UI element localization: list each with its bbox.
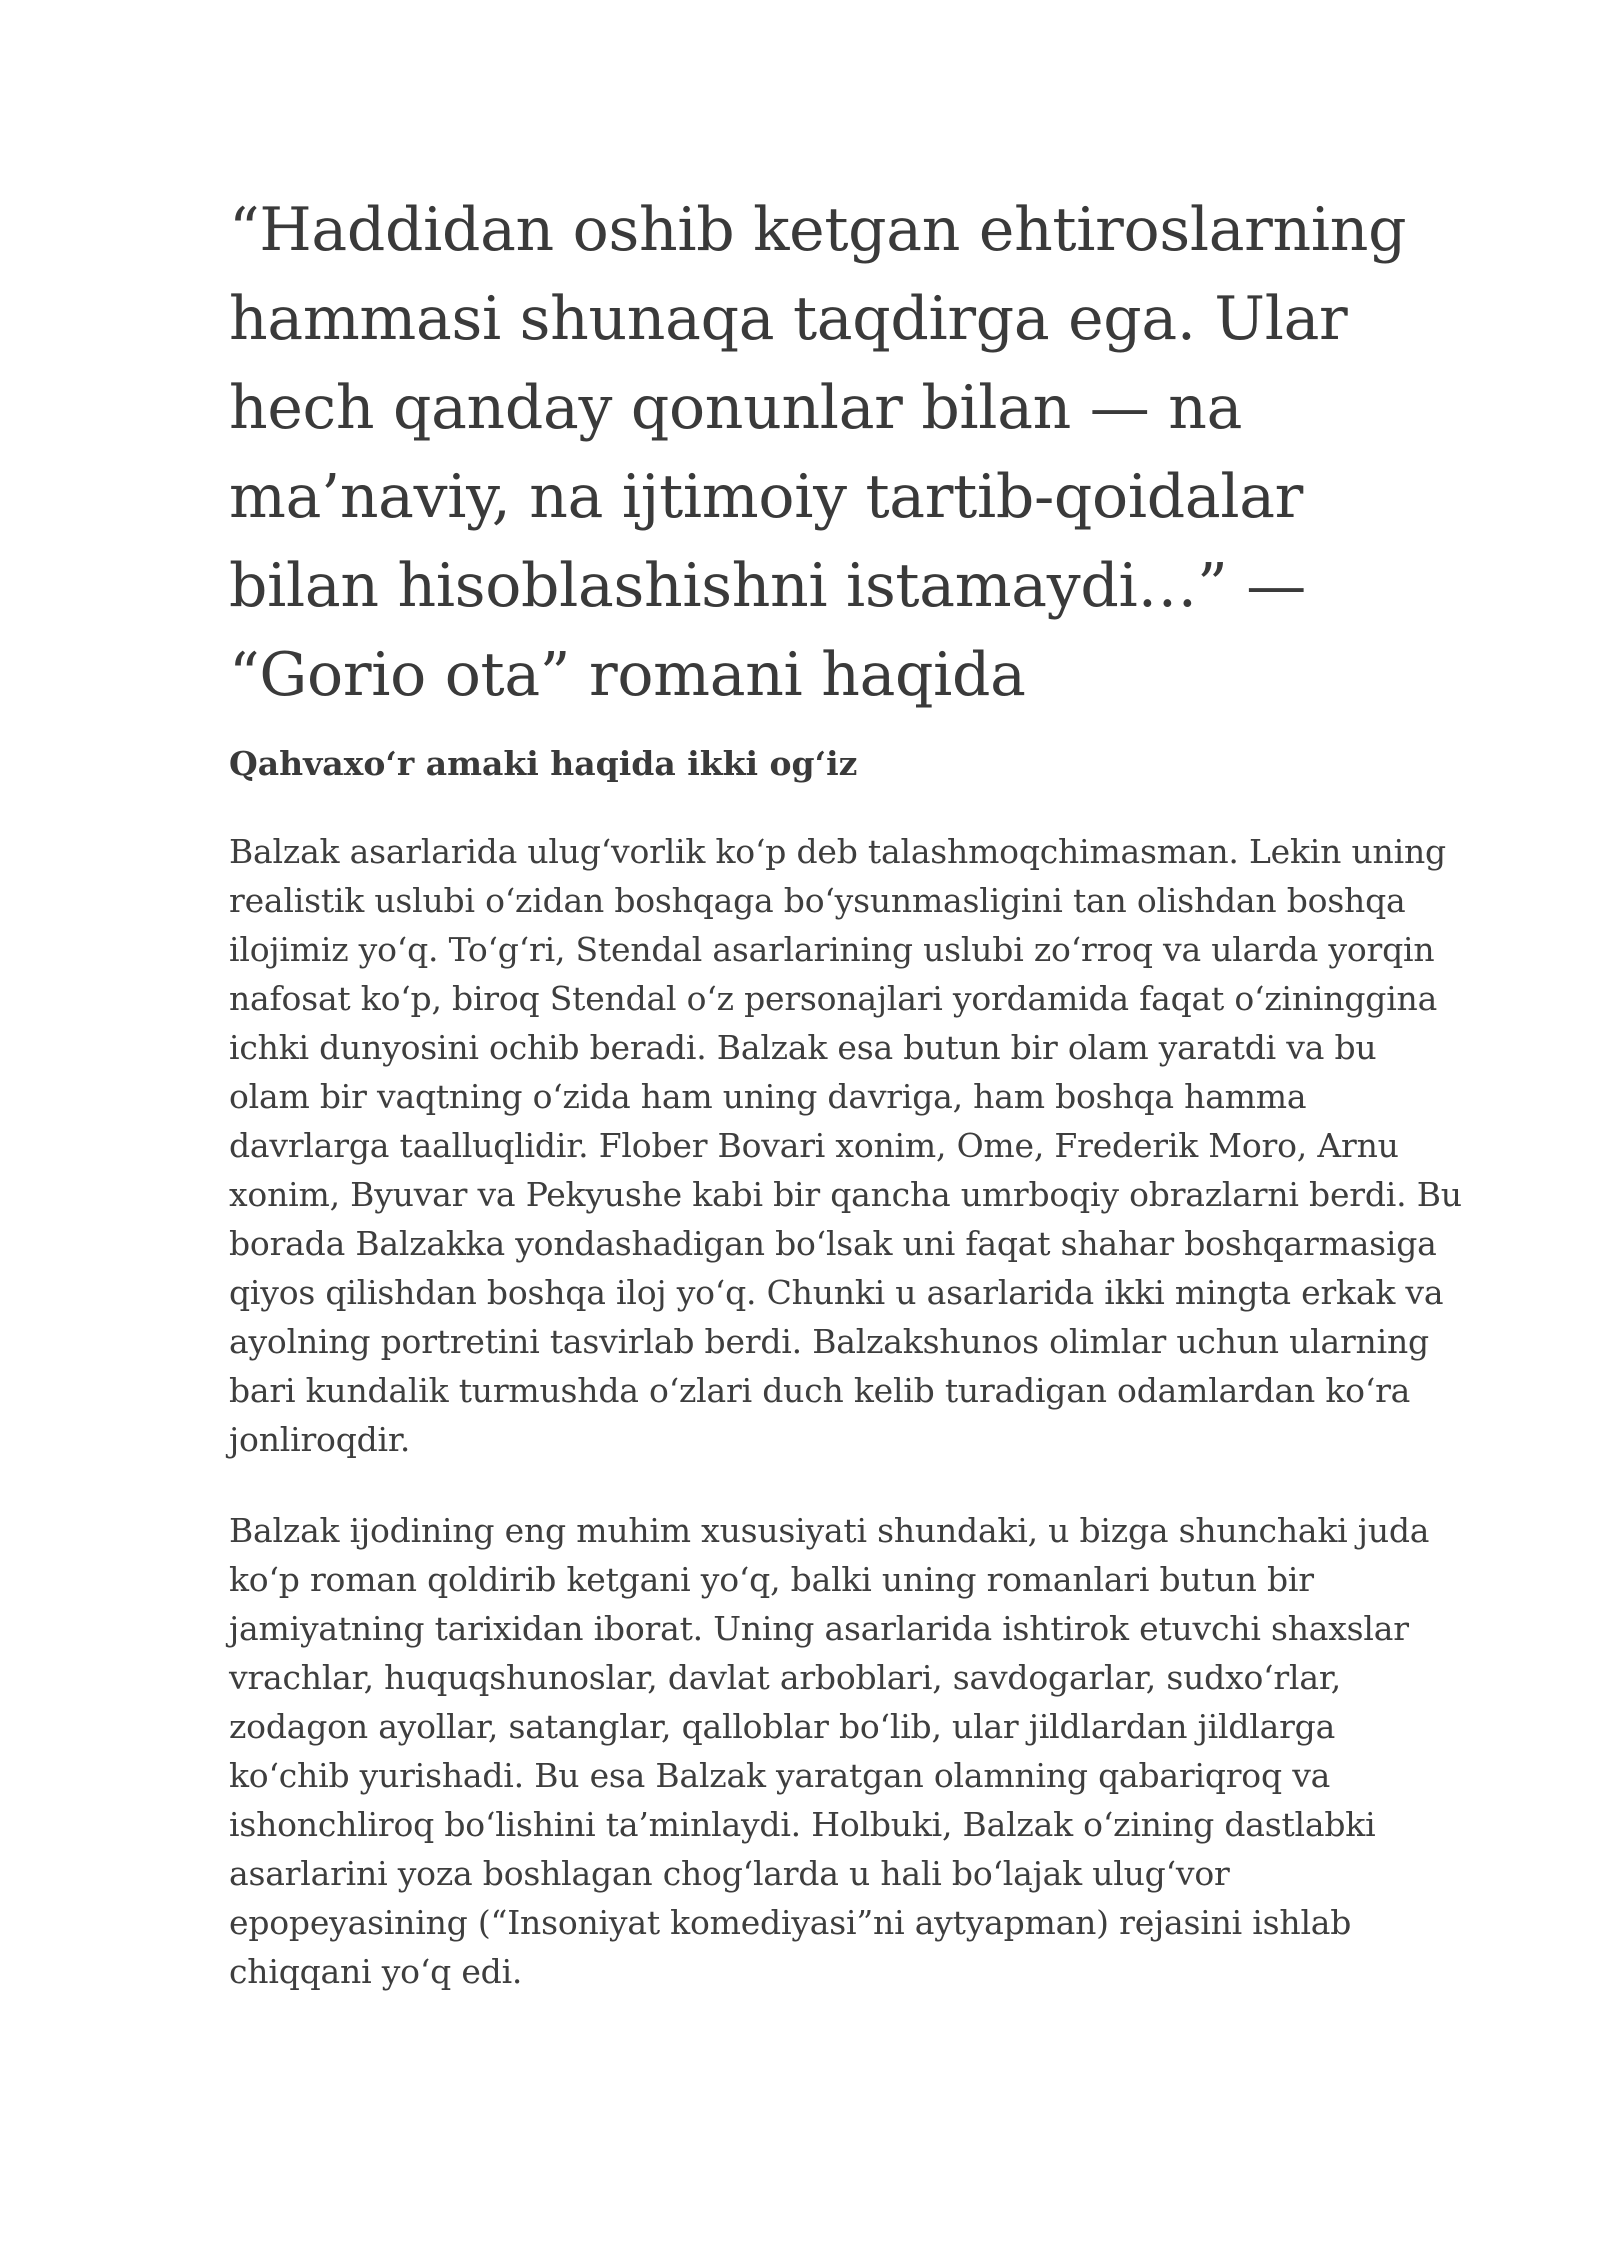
paragraph-2: Balzak ijodining eng muhim xususiyati shundaki, u bizga shunchaki juda ko‘p roman qoldirib ketgani yo‘q, balki uning romanlari butun bir jamiyatning tarixidan iborat. Uning asarlarida ishtirok etuvchi shaxslar vrachlar, huquqshunoslar, davlat arboblari, savdogarlar, sudxo‘rlar, zodagon ayollar, satanglar, qalloblar bo‘lib, ular jildlardan jildlarga ko‘chib yurishadi. Bu esa Balzak yaratgan olamning qabariqroq va ishonchliroq bo‘lishini ta’minlaydi. Holbuki, Balzak o‘zining dastlabki asarlarini yoza boshlagan chog‘larda u hali bo‘lajak ulug‘vor epopeyasining (“Insoniyat komediyasi”ni aytyapman) rejasini ishlab chiqqani yo‘q edi. xyxy=(229,1511,1430,1991)
paragraph-1: Balzak asarlarida ulug‘vorlik ko‘p deb talashmoqchimasman. Lekin uning realistik uslubi o‘zidan boshqaga bo‘ysunmasligini tan olishdan boshqa ilojimiz yo‘q. To‘g‘ri, Stendal asarlarining uslubi zo‘rroq va ularda yorqin nafosat ko‘p, biroq Stendal o‘z personajlari yordamida faqat o‘zininggina ichki dunyosini ochib beradi. Balzak esa butun bir olam yaratdi va bu olam bir vaqtning o‘zida ham uning davriga, ham boshqa hamma davrlarga taalluqlidir. Flober Bovari xonim, Ome, Frederik Moro, Arnu xonim, Byuvar va Pekyushe kabi bir qancha umrboqiy obrazlarni berdi. Bu borada Balzakka yondashadigan bo‘lsak uni faqat shahar boshqarmasiga qiyos qilishdan boshqa iloj yo‘q. Chunki u asarlarida ikki mingta erkak va ayolning portretini tasvirlab berdi. Balzakshunos olimlar uchun ularning bari kundalik turmushda o‘zlari duch kelib turadigan odamlardan ko‘ra jonliroqdir. xyxy=(229,832,1462,1459)
section-subtitle: Qahvaxo‘r amaki haqida ikki og‘iz xyxy=(229,744,858,783)
document-title: “Haddidan oshib ketgan ehtiroslarning hammasi shunaqa taqdirga ega. Ular hech qanday qonunlar bilan — na ma’naviy, na ijtimoiy tartib-qoidalar bilan hisoblashishni istamaydi…” — “Gorio ota” romani haqida xyxy=(229,195,1407,710)
document-page xyxy=(229,186,1464,1996)
